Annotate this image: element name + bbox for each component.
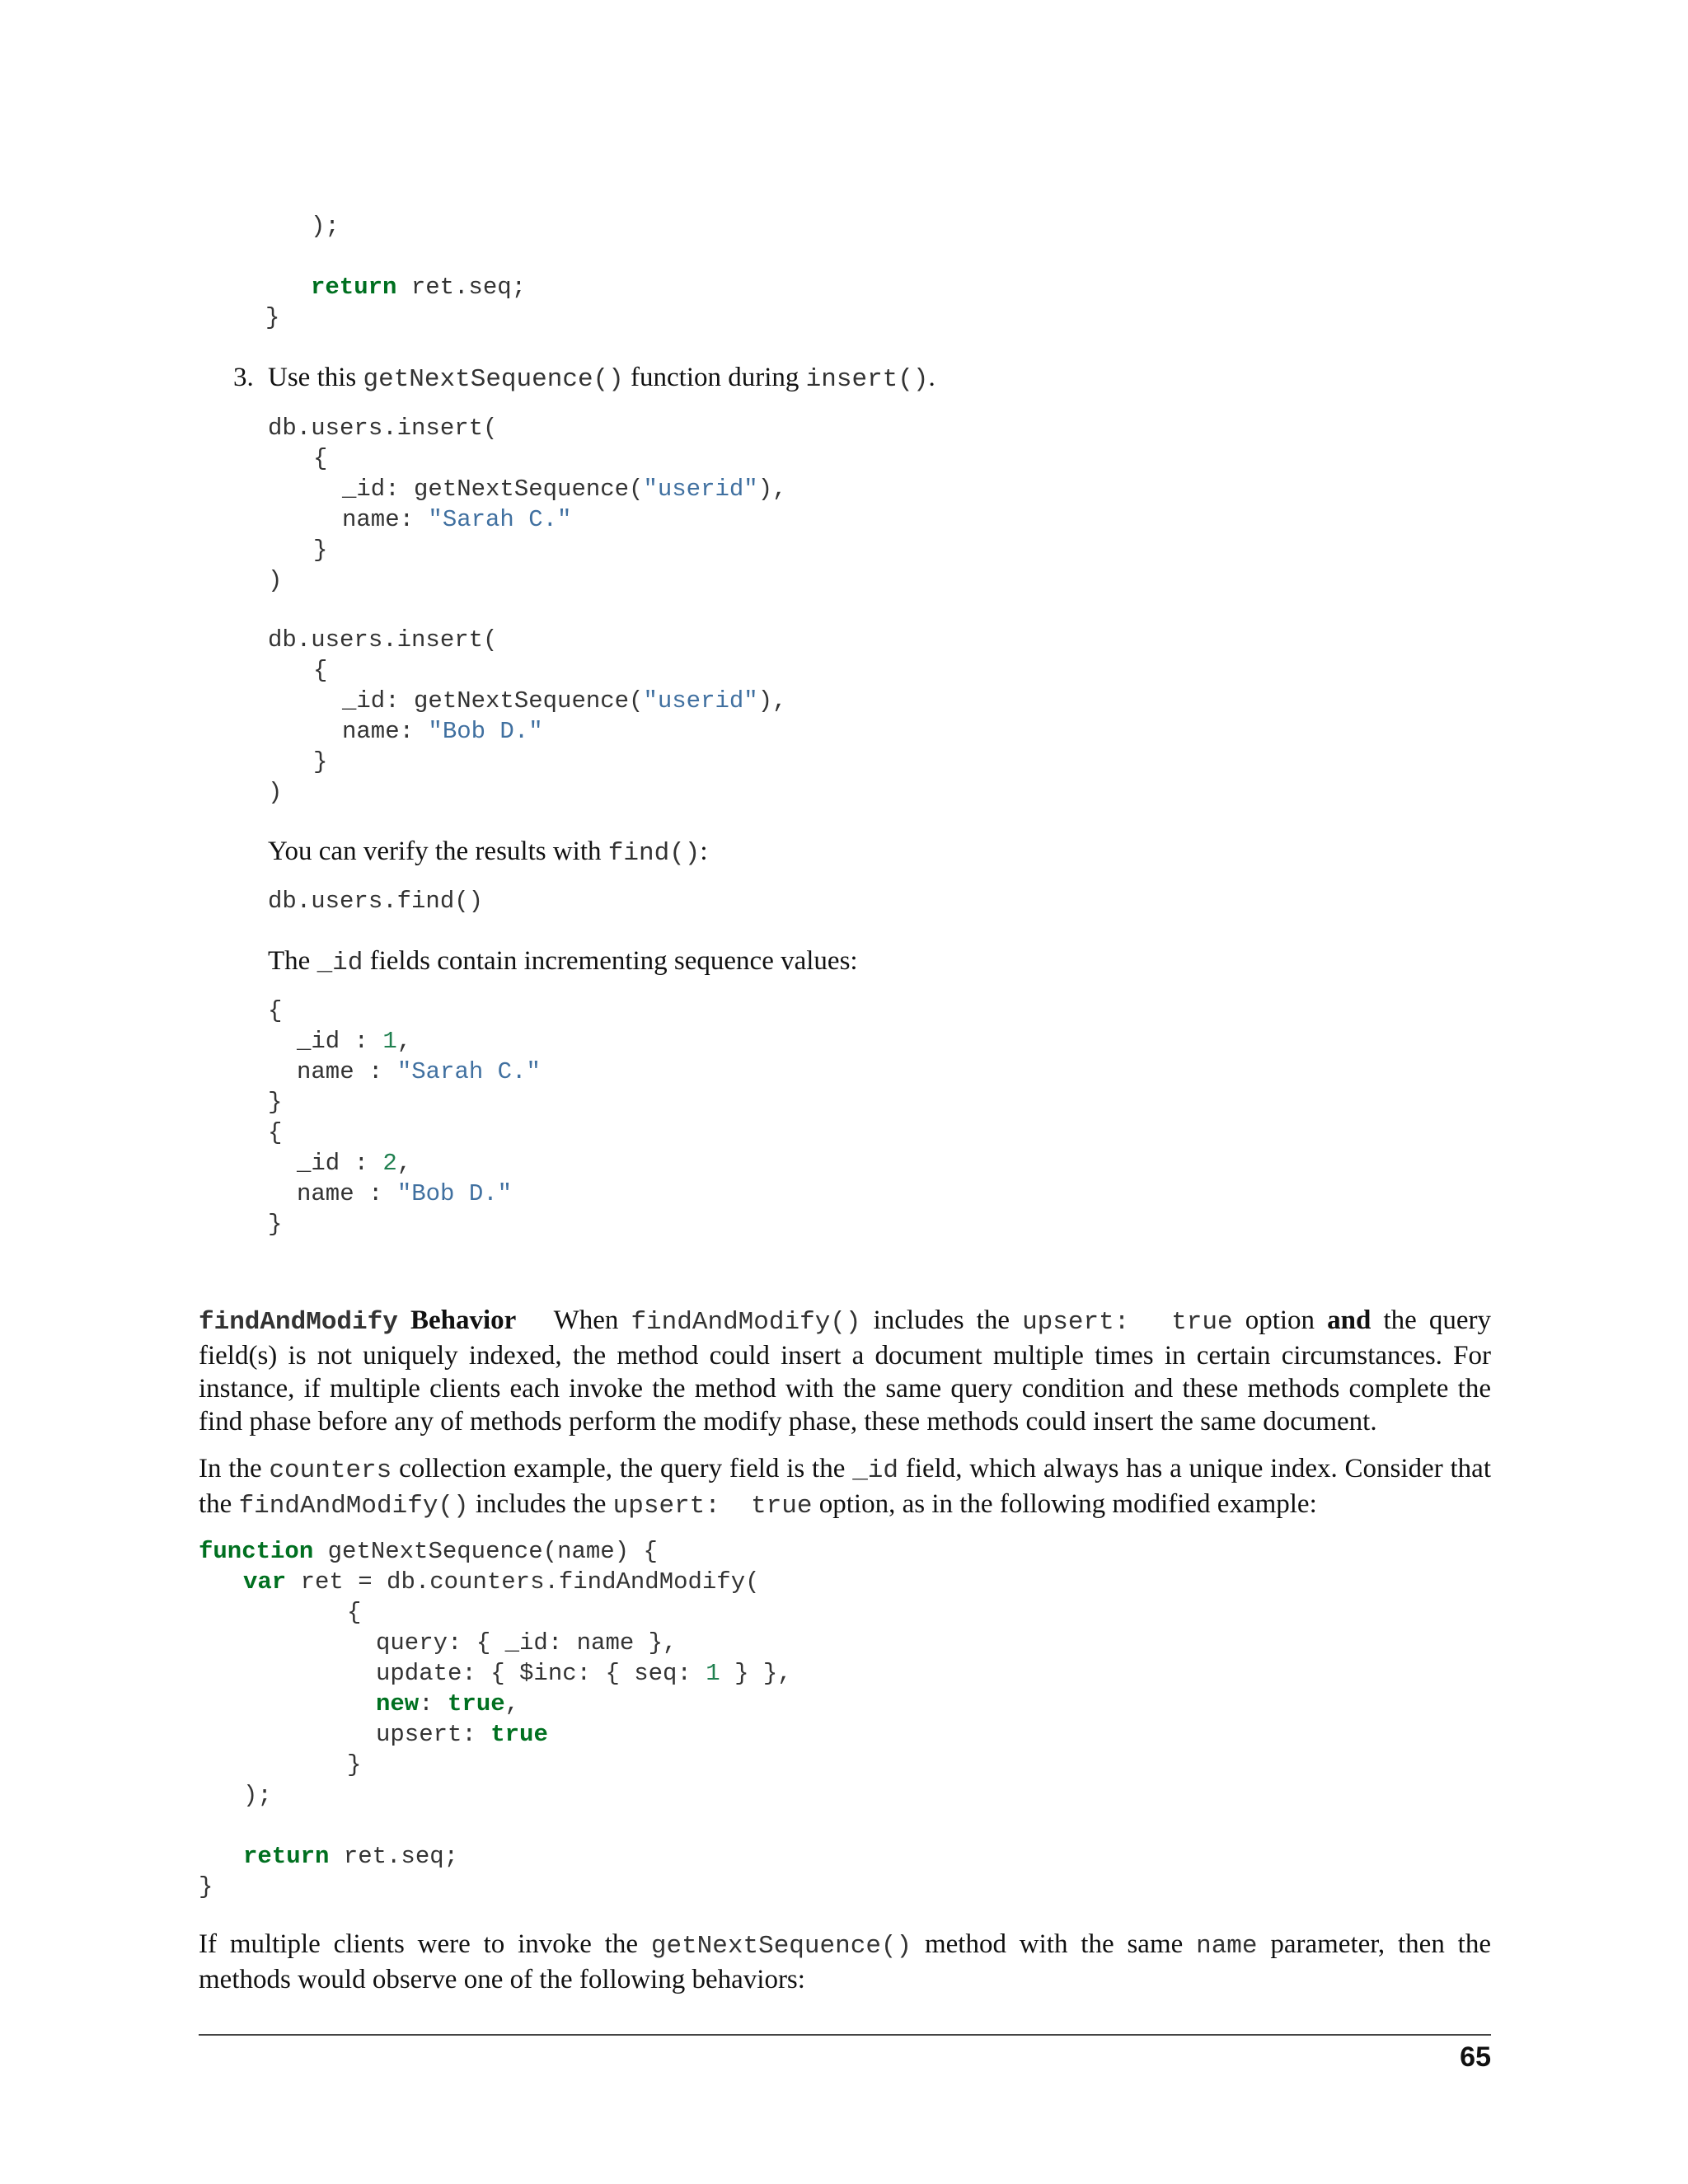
text: Use this xyxy=(268,363,363,392)
code-line: db.users.insert( xyxy=(268,626,498,654)
code-line: db.users.find() xyxy=(268,888,484,915)
code-text: name : xyxy=(297,1058,397,1085)
inline-code: find() xyxy=(607,839,701,868)
string-literal: "userid" xyxy=(643,687,758,715)
code-block-insert-2 xyxy=(268,625,787,808)
code-line: } xyxy=(268,1089,283,1116)
keyword-new: new xyxy=(376,1690,420,1718)
behavior-paragraph xyxy=(199,1304,1491,1438)
closing-paragraph xyxy=(199,1928,1491,1996)
keyword-function: function xyxy=(199,1538,314,1565)
code-line: } xyxy=(268,1211,283,1238)
code-line xyxy=(268,716,787,747)
code-line xyxy=(265,272,526,302)
code-text: ), xyxy=(757,476,787,503)
number-literal: 2 xyxy=(382,1150,397,1177)
code-line xyxy=(199,1536,792,1567)
code-line: } xyxy=(199,1873,213,1900)
inline-code: getNextSequence() xyxy=(363,365,624,394)
code-line: } xyxy=(313,748,328,776)
code-block-results xyxy=(268,996,541,1240)
string-literal: "Bob D." xyxy=(428,718,543,745)
number-literal: 1 xyxy=(382,1028,397,1055)
code-text: ret = db.counters.findAndModify( xyxy=(286,1568,760,1596)
id-fields-text xyxy=(268,944,858,980)
code-line: ); xyxy=(243,1782,272,1809)
code-text: _id : xyxy=(297,1028,383,1055)
text: includes the xyxy=(860,1305,1023,1335)
inline-code: _id xyxy=(852,1456,898,1485)
code-text: } }, xyxy=(720,1660,792,1687)
code-text: _id: getNextSequence( xyxy=(342,476,644,503)
text: parameter, then the methods would observe one of the following behaviors: xyxy=(199,1929,1491,1994)
text: option, as in the following modified example: xyxy=(812,1489,1317,1519)
list-number: 3. xyxy=(233,363,254,392)
behavior-title-code: findAndModify xyxy=(199,1308,398,1337)
string-literal: "Sarah C." xyxy=(428,506,572,533)
string-literal: "userid" xyxy=(643,476,758,503)
code-line xyxy=(265,241,526,272)
code-line: { xyxy=(268,1119,283,1146)
code-line xyxy=(268,1148,541,1179)
inline-code: insert() xyxy=(805,365,929,394)
code-line xyxy=(199,1658,792,1689)
code-block-function xyxy=(199,1536,792,1902)
code-line: ) xyxy=(268,567,283,594)
text: fields contain incrementing sequence values: xyxy=(363,946,858,976)
code-line: { xyxy=(313,445,328,472)
code-line: query: { _id: name }, xyxy=(376,1629,678,1657)
code-text: getNextSequence(name) { xyxy=(313,1538,658,1565)
code-line: { xyxy=(347,1599,362,1626)
code-line xyxy=(199,1567,792,1597)
code-line: } xyxy=(347,1751,362,1779)
text: collection example, the query field is the xyxy=(392,1454,853,1483)
code-block-insert-1 xyxy=(268,413,787,596)
code-line xyxy=(199,1719,792,1750)
text: You can verify the results with xyxy=(268,837,608,866)
text: function during xyxy=(623,363,806,392)
code-text: _id : xyxy=(297,1150,383,1177)
code-line: } xyxy=(313,537,328,564)
bold-text: and xyxy=(1327,1305,1372,1335)
code-line xyxy=(268,1179,541,1209)
text: method with the same xyxy=(912,1929,1197,1959)
code-line: ); xyxy=(311,213,340,240)
code-text: , xyxy=(396,1028,412,1055)
text: : xyxy=(700,837,708,866)
code-text: name : xyxy=(297,1180,397,1207)
keyword-true: true xyxy=(448,1690,505,1718)
inline-code: findAndModify() xyxy=(238,1492,469,1521)
string-literal: "Bob D." xyxy=(396,1180,513,1207)
code-text: ret.seq; xyxy=(396,274,527,301)
text: includes the xyxy=(468,1489,613,1519)
keyword-return: return xyxy=(243,1843,330,1870)
text: field, which always has a unique index. Consider that the xyxy=(199,1454,1491,1519)
code-line xyxy=(199,1811,792,1841)
counters-paragraph xyxy=(199,1452,1491,1523)
code-line xyxy=(268,1057,541,1087)
code-line xyxy=(268,504,787,535)
inline-code: upsert: true xyxy=(612,1492,813,1521)
string-literal: "Sarah C." xyxy=(396,1058,541,1085)
keyword-true: true xyxy=(490,1721,548,1748)
code-text: , xyxy=(396,1150,412,1177)
text: When xyxy=(553,1305,631,1335)
inline-code: _id xyxy=(316,949,363,977)
code-line xyxy=(199,1689,792,1719)
code-line: { xyxy=(313,657,328,684)
inline-code: upsert: true xyxy=(1022,1308,1233,1337)
code-line xyxy=(268,686,787,716)
behavior-title: Behavior xyxy=(397,1305,517,1335)
code-text: upsert: xyxy=(376,1721,491,1748)
code-line xyxy=(268,1026,541,1057)
verify-text xyxy=(268,835,708,870)
keyword-var: var xyxy=(243,1568,287,1596)
keyword-return: return xyxy=(311,274,397,301)
code-text: update: { $inc: { seq: xyxy=(376,1660,706,1687)
code-line: { xyxy=(268,997,283,1024)
code-text: : xyxy=(419,1690,448,1718)
page-number: 65 xyxy=(1460,2041,1491,2073)
code-text: _id: getNextSequence( xyxy=(342,687,644,715)
text: In the xyxy=(199,1454,270,1483)
code-text: , xyxy=(504,1690,520,1718)
code-line: ) xyxy=(268,779,283,806)
inline-code: counters xyxy=(269,1456,392,1485)
text: The xyxy=(268,946,317,976)
code-text: ), xyxy=(757,687,787,715)
text: the query field(s) is not uniquely indexed, the method could insert a document multiple times in certain circumstances. For instance, if multiple clients each invoke the method with the same query condition and these methods complete the find phase before any of methods perform the modify phase, these methods could insert the same document. xyxy=(199,1305,1492,1436)
code-block-top xyxy=(265,211,526,333)
inline-code: getNextSequence() xyxy=(650,1932,912,1961)
inline-code: name xyxy=(1196,1932,1258,1961)
code-text: ret.seq; xyxy=(329,1843,459,1870)
code-block-find xyxy=(268,886,483,916)
code-text: name: xyxy=(342,718,429,745)
code-line xyxy=(199,1841,792,1872)
text: option xyxy=(1232,1305,1328,1335)
text: . xyxy=(928,363,935,392)
inline-code: findAndModify() xyxy=(631,1308,861,1337)
code-line: } xyxy=(265,304,280,331)
text: If multiple clients were to invoke the xyxy=(199,1929,651,1959)
footer-rule xyxy=(199,2034,1491,2036)
code-line: db.users.insert( xyxy=(268,415,498,442)
number-literal: 1 xyxy=(706,1660,720,1687)
code-text: name: xyxy=(342,506,429,533)
step-3-text xyxy=(268,361,935,396)
code-line xyxy=(268,474,787,504)
